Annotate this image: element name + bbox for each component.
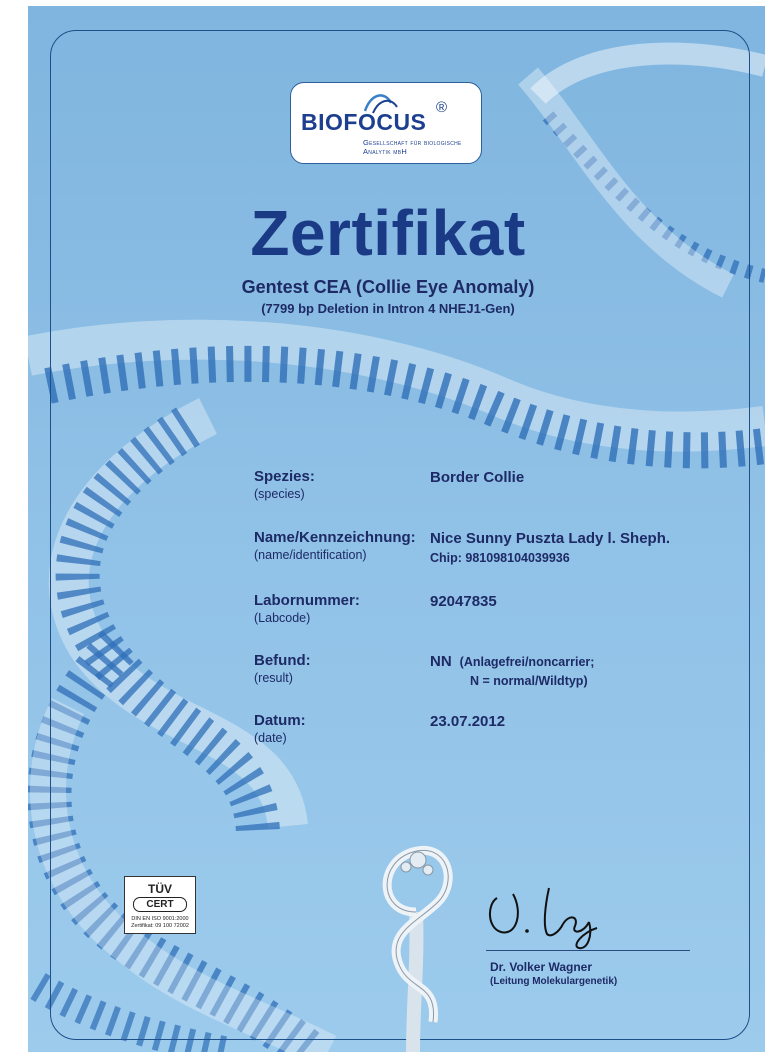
result-code: NN <box>430 653 452 670</box>
tuev-cert-seal <box>124 876 196 934</box>
logo-registered-mark: ® <box>436 99 448 116</box>
certificate-title: Zertifikat <box>250 197 526 269</box>
tuev-norm: DIN EN ISO 9001:2000 <box>131 916 189 922</box>
signer-role: (Leitung Molekulargenetik) <box>490 976 618 987</box>
field-label-english: (date) <box>254 731 287 745</box>
field-label: Befund: <box>254 652 311 669</box>
field-label: Name/Kennzeichnung: <box>254 529 416 546</box>
tuev-certificate-number: Zertifikat: 09 100 72002 <box>131 923 189 929</box>
logo-subtitle-line1: Gesellschaft für biologische <box>363 138 462 147</box>
result-note-line2: N = normal/Wildtyp) <box>470 674 588 688</box>
field-species <box>254 468 744 501</box>
biofocus-logo <box>290 82 482 164</box>
snake-staff-illustration-icon <box>358 822 468 1052</box>
field-value: 92047835 <box>430 593 497 610</box>
field-label-english: (species) <box>254 487 305 501</box>
logo-subtitle-line2: Analytik mbH <box>363 147 408 156</box>
field-label: Spezies: <box>254 468 315 485</box>
field-label: Labornummer: <box>254 592 360 609</box>
logo-brand: BIOFOCUS <box>301 109 427 135</box>
field-label-english: (result) <box>254 671 293 685</box>
certificate-subtitle: Gentest CEA (Collie Eye Anomaly) <box>241 277 535 297</box>
signer-name: Dr. Volker Wagner <box>490 960 593 974</box>
field-name <box>254 529 744 565</box>
result-note: (Anlagefrei/noncarrier; <box>459 655 595 669</box>
field-value: Nice Sunny Puszta Lady l. Sheph. <box>430 530 671 547</box>
tuev-cert-label: CERT <box>133 897 187 912</box>
certificate-page <box>28 6 765 1052</box>
signature-line <box>486 950 690 951</box>
field-value: 23.07.2012 <box>430 713 506 730</box>
field-value <box>430 653 594 670</box>
signature <box>483 876 633 956</box>
field-label: Datum: <box>254 712 306 729</box>
field-label-english: (name/identification) <box>254 548 367 562</box>
tuev-label: TÜV <box>148 882 172 896</box>
field-result <box>254 652 744 688</box>
logo-subtitle <box>363 138 462 156</box>
field-value-chip: Chip: 981098104039936 <box>430 551 570 565</box>
field-date <box>254 712 744 745</box>
field-value: Border Collie <box>430 469 525 486</box>
certificate-subtitle-detail: (7799 bp Deletion in Intron 4 NHEJ1-Gen) <box>261 301 515 316</box>
field-label-english: (Labcode) <box>254 611 311 625</box>
field-labcode <box>254 592 744 625</box>
